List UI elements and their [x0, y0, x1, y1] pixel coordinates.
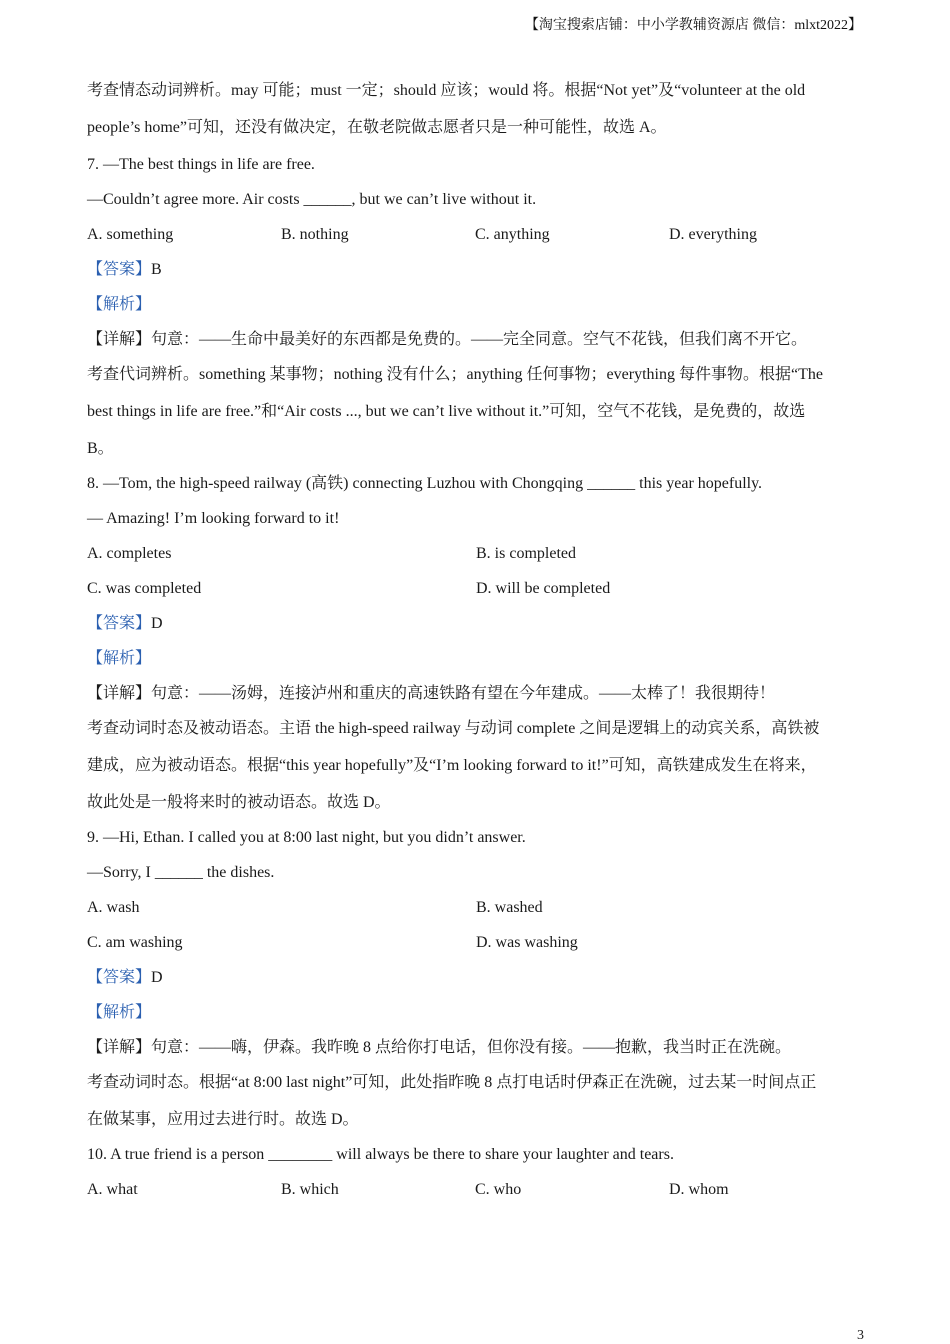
option-c: C. who — [475, 1181, 522, 1198]
question-7-analysis-label: 【解析】 — [87, 296, 152, 313]
question-8-options-row1 — [87, 541, 867, 576]
option-d: D. was washing — [476, 934, 578, 951]
option-a: A. wash — [87, 899, 140, 916]
page-header: 【淘宝搜索店铺：中小学教辅资源店 微信：mlxt2022】 — [524, 18, 862, 33]
document-body — [87, 78, 867, 1212]
option-b: B. is completed — [476, 545, 576, 562]
question-7-detail — [87, 327, 867, 362]
option-a: A. completes — [87, 545, 172, 562]
option-b: B. washed — [476, 899, 543, 916]
text-line: people’s home”可知，还没有做决定，在敬老院做志愿者只是一种可能性，故选 A。 — [87, 119, 667, 136]
question-9-answer — [87, 965, 867, 1000]
question-8-explanation: 故此处是一般将来时的被动语态。故选 D。 — [87, 794, 391, 811]
option-b: B. which — [281, 1181, 339, 1198]
question-10-options — [87, 1177, 867, 1212]
question-8-explanation: 建成，应为被动语态。根据“this year hopefully”及“I’m looking forward to it!”可知，高铁建成发生在将来， — [87, 757, 817, 774]
detail-text: 句意：——嗨，伊森。我昨晚 8 点给你打电话，但你没有接。——抱歉，我当时正在洗碗。 — [151, 1039, 792, 1056]
question-7-answer — [87, 257, 867, 292]
question-10-stem: 10. A true friend is a person ________ will always be there to share your laughter and tears. — [87, 1146, 674, 1163]
question-9-options-row2 — [87, 930, 867, 965]
option-d: D. everything — [669, 226, 757, 243]
question-7-explanation: best things in life are free.”和“Air costs ..., but we can’t live without it.”可知，空气不花钱，是免费的，故选 — [87, 403, 806, 420]
page-number: 3 — [857, 1328, 864, 1343]
question-9-stem-reply: —Sorry, I ______ the dishes. — [87, 864, 275, 881]
question-8-stem-reply: — Amazing! I’m looking forward to it! — [87, 510, 340, 527]
detail-label: 【详解】 — [87, 685, 152, 702]
question-7-stem: 7. —The best things in life are free. — [87, 156, 315, 173]
option-a: A. something — [87, 226, 174, 243]
question-9-analysis-label: 【解析】 — [87, 1004, 152, 1021]
question-8-answer — [87, 611, 867, 646]
option-c: C. was completed — [87, 580, 202, 597]
option-c: C. am washing — [87, 934, 183, 951]
detail-label: 【详解】 — [87, 331, 152, 348]
option-d: D. will be completed — [476, 580, 611, 597]
question-7-explanation: B。 — [87, 440, 114, 457]
detail-label: 【详解】 — [87, 1039, 152, 1056]
option-c: C. anything — [475, 226, 550, 243]
question-8-explanation: 考查动词时态及被动语态。主语 the high-speed railway 与动词 complete 之间是逻辑上的动宾关系，高铁被 — [87, 720, 820, 737]
question-9-detail — [87, 1035, 867, 1070]
answer-value: D — [151, 969, 163, 986]
answer-label: 【答案】 — [87, 615, 152, 632]
option-d: D. whom — [669, 1181, 729, 1198]
question-8-detail — [87, 681, 867, 716]
question-9-options-row1 — [87, 895, 867, 930]
answer-value: D — [151, 615, 163, 632]
option-b: B. nothing — [281, 226, 349, 243]
question-9-explanation: 考查动词时态。根据“at 8:00 last night”可知，此处指昨晚 8 点打电话时伊森正在洗碗，过去某一时间点正 — [87, 1074, 817, 1091]
detail-text: 句意：——生命中最美好的东西都是免费的。——完全同意。空气不花钱，但我们离不开它。 — [151, 331, 808, 348]
question-7-explanation: 考查代词辨析。something 某事物；nothing 没有什么；anything 任何事物；everything 每件事物。根据“The — [87, 366, 823, 383]
answer-label: 【答案】 — [87, 261, 152, 278]
question-8-options-row2 — [87, 576, 867, 611]
question-7-stem-reply: —Couldn’t agree more. Air costs ______, but we can’t live without it. — [87, 191, 537, 208]
detail-text: 句意：——汤姆，连接泸州和重庆的高速铁路有望在今年建成。——太棒了！我很期待！ — [151, 685, 776, 702]
question-9-explanation: 在做某事，应用过去进行时。故选 D。 — [87, 1111, 359, 1128]
option-a: A. what — [87, 1181, 138, 1198]
text-line: 考查情态动词辨析。may 可能；must 一定；should 应该；would 将。根据“Not yet”及“volunteer at the old — [87, 82, 806, 99]
question-8-stem: 8. —Tom, the high-speed railway (高铁) connecting Luzhou with Chongqing ______ this year hopefully. — [87, 475, 763, 492]
question-9-stem: 9. —Hi, Ethan. I called you at 8:00 last night, but you didn’t answer. — [87, 829, 526, 846]
question-7-options — [87, 222, 867, 257]
answer-value: B — [151, 261, 162, 278]
question-8-analysis-label: 【解析】 — [87, 650, 152, 667]
answer-label: 【答案】 — [87, 969, 152, 986]
